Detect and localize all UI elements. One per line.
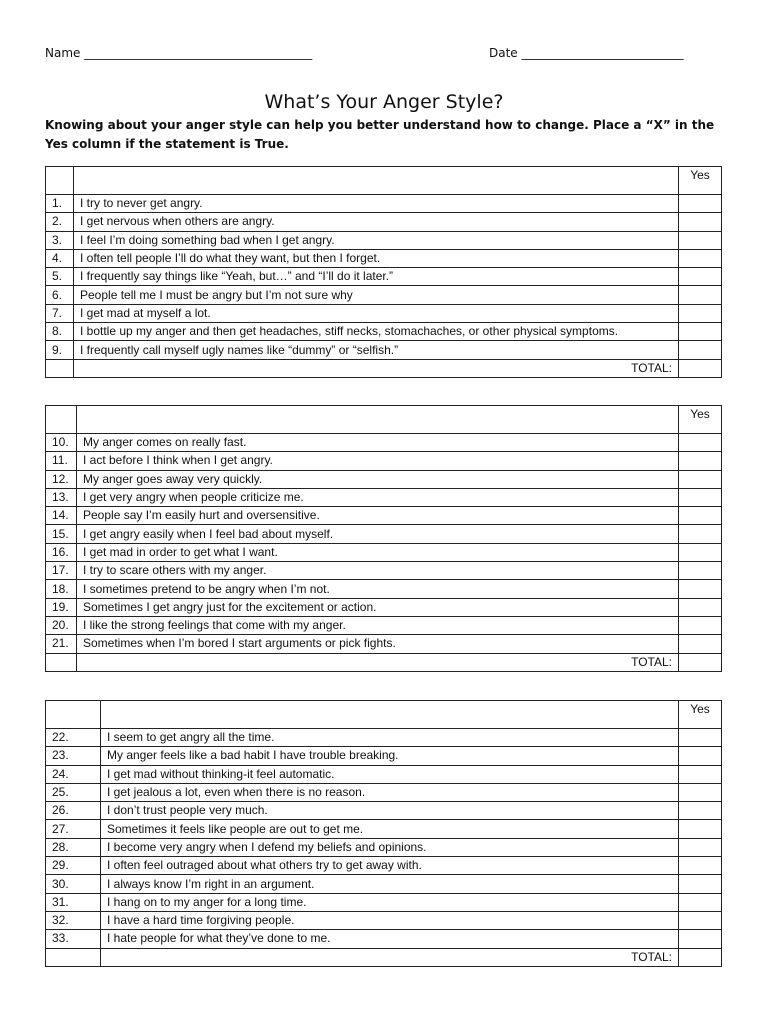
table-row: [46, 580, 722, 598]
statement-text: I get very angry when people criticize me.: [77, 488, 679, 506]
yes-checkbox-cell[interactable]: [679, 820, 722, 838]
yes-checkbox-cell[interactable]: [679, 580, 722, 598]
statement-text: I hang on to my anger for a long time.: [101, 893, 679, 911]
table-row: [46, 729, 722, 747]
statement-text: Sometimes when I’m bored I start arguments or pick fights.: [77, 635, 679, 653]
yes-checkbox-cell[interactable]: [679, 525, 722, 543]
yes-column-header: Yes: [679, 701, 722, 729]
table-row: [46, 434, 722, 452]
yes-checkbox-cell[interactable]: [679, 875, 722, 893]
statement-text: I try to never get angry.: [74, 195, 679, 213]
item-number: 1.: [46, 195, 74, 213]
yes-checkbox-cell[interactable]: [679, 616, 722, 634]
table-header-row: [46, 167, 722, 195]
questions-table-3: [45, 700, 722, 967]
statement-text: I become very angry when I defend my beliefs and opinions.: [101, 838, 679, 856]
item-number: 25.: [46, 783, 101, 801]
page-title: What’s Your Anger Style?: [264, 90, 504, 113]
statement-text: I seem to get angry all the time.: [101, 729, 679, 747]
yes-checkbox-cell[interactable]: [679, 635, 722, 653]
table-row: [46, 857, 722, 875]
item-number: 27.: [46, 820, 101, 838]
statement-text: Sometimes I get angry just for the excitement or action.: [77, 598, 679, 616]
statement-text: I get nervous when others are angry.: [74, 213, 679, 231]
yes-checkbox-cell[interactable]: [679, 857, 722, 875]
header-number-cell: [46, 167, 74, 195]
item-number: 23.: [46, 747, 101, 765]
name-field-line[interactable]: Name ______________________________________: [45, 46, 313, 60]
yes-checkbox-cell[interactable]: [679, 598, 722, 616]
statement-text: I get angry easily when I feel bad about myself.: [77, 525, 679, 543]
total-blank-cell: [46, 359, 74, 377]
total-row: [46, 359, 722, 377]
table-header-row: [46, 701, 722, 729]
yes-checkbox-cell[interactable]: [679, 893, 722, 911]
yes-checkbox-cell[interactable]: [679, 249, 722, 267]
table-row: [46, 911, 722, 929]
table-row: [46, 747, 722, 765]
statement-text: I get mad without thinking-it feel automatic.: [101, 765, 679, 783]
item-number: 17.: [46, 562, 77, 580]
table-row: [46, 820, 722, 838]
yes-checkbox-cell[interactable]: [679, 213, 722, 231]
statement-text: My anger comes on really fast.: [77, 434, 679, 452]
yes-checkbox-cell[interactable]: [679, 452, 722, 470]
statement-text: I feel I’m doing something bad when I get angry.: [74, 231, 679, 249]
statement-text: I bottle up my anger and then get headaches, stiff necks, stomachaches, or other physical symptoms.: [74, 323, 679, 341]
item-number: 24.: [46, 765, 101, 783]
yes-checkbox-cell[interactable]: [679, 268, 722, 286]
table-row: [46, 304, 722, 322]
instructions-text: Knowing about your anger style can help you better understand how to change. Place a “X” in the Yes column if the statement is True.: [45, 118, 715, 151]
statement-text: Sometimes it feels like people are out to get me.: [101, 820, 679, 838]
statement-text: I frequently call myself ugly names like “dummy” or “selfish.”: [74, 341, 679, 359]
table-row: [46, 930, 722, 948]
table-row: [46, 635, 722, 653]
item-number: 16.: [46, 543, 77, 561]
yes-checkbox-cell[interactable]: [679, 286, 722, 304]
questions-table-2: [45, 405, 722, 672]
header-number-cell: [46, 406, 77, 434]
yes-column-header: Yes: [679, 167, 722, 195]
header-statement-cell: [74, 167, 679, 195]
item-number: 8.: [46, 323, 74, 341]
header-statement-cell: [101, 701, 679, 729]
table-row: [46, 616, 722, 634]
statement-text: People say I’m easily hurt and oversensitive.: [77, 507, 679, 525]
table-row: [46, 268, 722, 286]
yes-checkbox-cell[interactable]: [679, 765, 722, 783]
statement-text: I don’t trust people very much.: [101, 802, 679, 820]
total-value-cell[interactable]: [679, 653, 722, 671]
total-label: TOTAL:: [77, 653, 679, 671]
table-row: [46, 525, 722, 543]
item-number: 11.: [46, 452, 77, 470]
total-label: TOTAL:: [74, 359, 679, 377]
yes-checkbox-cell[interactable]: [679, 729, 722, 747]
yes-checkbox-cell[interactable]: [679, 507, 722, 525]
table-row: [46, 195, 722, 213]
item-number: 3.: [46, 231, 74, 249]
table-row: [46, 598, 722, 616]
item-number: 7.: [46, 304, 74, 322]
statement-text: I get mad in order to get what I want.: [77, 543, 679, 561]
table-row: [46, 213, 722, 231]
yes-checkbox-cell[interactable]: [679, 930, 722, 948]
table-row: [46, 507, 722, 525]
statement-text: I get mad at myself a lot.: [74, 304, 679, 322]
table-row: [46, 765, 722, 783]
yes-checkbox-cell[interactable]: [679, 195, 722, 213]
item-number: 2.: [46, 213, 74, 231]
total-blank-cell: [46, 948, 101, 966]
yes-checkbox-cell[interactable]: [679, 434, 722, 452]
total-blank-cell: [46, 653, 77, 671]
table-row: [46, 783, 722, 801]
yes-checkbox-cell[interactable]: [679, 488, 722, 506]
statement-text: I sometimes pretend to be angry when I’m not.: [77, 580, 679, 598]
item-number: 21.: [46, 635, 77, 653]
item-number: 14.: [46, 507, 77, 525]
yes-checkbox-cell[interactable]: [679, 470, 722, 488]
yes-checkbox-cell[interactable]: [679, 304, 722, 322]
date-field-line[interactable]: Date ___________________________: [489, 46, 684, 60]
total-label: TOTAL:: [101, 948, 679, 966]
item-number: 28.: [46, 838, 101, 856]
yes-checkbox-cell[interactable]: [679, 231, 722, 249]
item-number: 18.: [46, 580, 77, 598]
item-number: 30.: [46, 875, 101, 893]
table-row: [46, 875, 722, 893]
item-number: 26.: [46, 802, 101, 820]
table-row: [46, 893, 722, 911]
table-row: [46, 249, 722, 267]
yes-checkbox-cell[interactable]: [679, 911, 722, 929]
item-number: 32.: [46, 911, 101, 929]
yes-checkbox-cell[interactable]: [679, 341, 722, 359]
table-row: [46, 452, 722, 470]
item-number: 4.: [46, 249, 74, 267]
table-row: [46, 802, 722, 820]
total-value-cell[interactable]: [679, 948, 722, 966]
statement-text: My anger feels like a bad habit I have trouble breaking.: [101, 747, 679, 765]
item-number: 19.: [46, 598, 77, 616]
yes-checkbox-cell[interactable]: [679, 802, 722, 820]
table-row: [46, 341, 722, 359]
item-number: 9.: [46, 341, 74, 359]
item-number: 12.: [46, 470, 77, 488]
total-value-cell[interactable]: [679, 359, 722, 377]
statement-text: My anger goes away very quickly.: [77, 470, 679, 488]
table-row: [46, 323, 722, 341]
statement-text: I like the strong feelings that come with my anger.: [77, 616, 679, 634]
table-row: [46, 286, 722, 304]
statement-text: I always know I’m right in an argument.: [101, 875, 679, 893]
yes-checkbox-cell[interactable]: [679, 838, 722, 856]
item-number: 33.: [46, 930, 101, 948]
total-row: [46, 948, 722, 966]
questions-table-1: [45, 166, 722, 378]
yes-checkbox-cell[interactable]: [679, 323, 722, 341]
item-number: 20.: [46, 616, 77, 634]
table-header-row: [46, 406, 722, 434]
total-row: [46, 653, 722, 671]
header-statement-cell: [77, 406, 679, 434]
statement-text: I have a hard time forgiving people.: [101, 911, 679, 929]
item-number: 6.: [46, 286, 74, 304]
statement-text: I try to scare others with my anger.: [77, 562, 679, 580]
item-number: 29.: [46, 857, 101, 875]
statement-text: People tell me I must be angry but I’m not sure why: [74, 286, 679, 304]
statement-text: I often feel outraged about what others try to get away with.: [101, 857, 679, 875]
yes-checkbox-cell[interactable]: [679, 783, 722, 801]
yes-checkbox-cell[interactable]: [679, 543, 722, 561]
item-number: 13.: [46, 488, 77, 506]
item-number: 22.: [46, 729, 101, 747]
statement-text: I often tell people I’ll do what they want, but then I forget.: [74, 249, 679, 267]
table-row: [46, 231, 722, 249]
table-row: [46, 838, 722, 856]
table-row: [46, 562, 722, 580]
yes-checkbox-cell[interactable]: [679, 562, 722, 580]
item-number: 10.: [46, 434, 77, 452]
table-row: [46, 488, 722, 506]
item-number: 15.: [46, 525, 77, 543]
item-number: 31.: [46, 893, 101, 911]
header-number-cell: [46, 701, 101, 729]
statement-text: I act before I think when I get angry.: [77, 452, 679, 470]
table-row: [46, 470, 722, 488]
yes-checkbox-cell[interactable]: [679, 747, 722, 765]
statement-text: I get jealous a lot, even when there is no reason.: [101, 783, 679, 801]
table-row: [46, 543, 722, 561]
statement-text: I hate people for what they’ve done to me.: [101, 930, 679, 948]
item-number: 5.: [46, 268, 74, 286]
statement-text: I frequently say things like “Yeah, but…” and “I’ll do it later.”: [74, 268, 679, 286]
yes-column-header: Yes: [679, 406, 722, 434]
